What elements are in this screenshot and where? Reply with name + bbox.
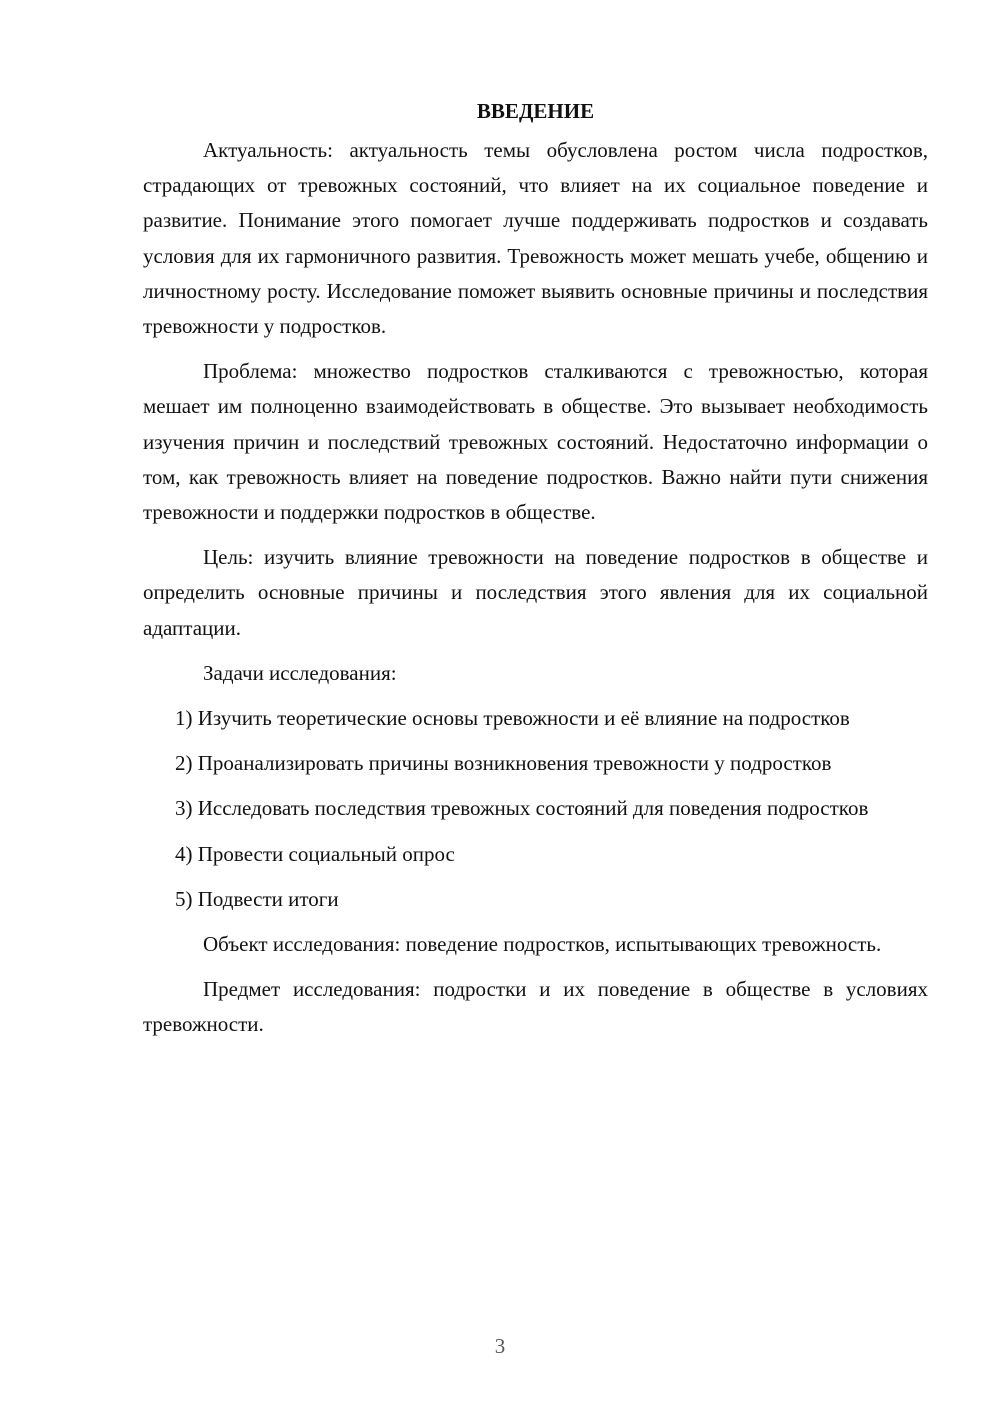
problem-paragraph: Проблема: множество подростков сталкиваются с тревожностью, которая мешает им полноценно взаимодействовать в обществе. Это вызывает необходимость изучения причин и последствий тревожных состояний. Недостаточно информации о том, как тревожность влияет на поведение подростков. Важно найти пути снижения тревожности и поддержки подростков в обществе. xyxy=(143,359,928,525)
tasks-intro: Задачи исследования: xyxy=(203,660,397,685)
task-item: 3) Исследовать последствия тревожных состояний для поведения подростков xyxy=(175,796,869,821)
page-number: 3 xyxy=(494,1334,506,1358)
relevance-paragraph: Актуальность: актуальность темы обусловлена ростом числа подростков, страдающих от тревожных состояний, что влияет на их социальное поведение и развитие. Понимание этого помогает лучше поддерживать подростков и создавать условия для их гармоничного развития. Тревожность может мешать учебе, общению и личностному росту. Исследование поможет выявить основные причины и последствия тревожности у подростков. xyxy=(143,138,928,339)
goal-paragraph: Цель: изучить влияние тревожности на поведение подростков в обществе и определить основные причины и последствия этого явления для их социальной адаптации. xyxy=(143,545,928,640)
task-item: 1) Изучить теоретические основы тревожности и её влияние на подростков xyxy=(175,706,850,731)
tasks-list xyxy=(143,701,928,917)
subject-paragraph: Предмет исследования: подростки и их поведение в обществе в условиях тревожности. xyxy=(143,977,928,1037)
task-item: 4) Провести социальный опрос xyxy=(175,841,455,866)
object-paragraph: Объект исследования: поведение подростков, испытывающих тревожность. xyxy=(203,932,882,957)
task-item: 2) Проанализировать причины возникновения тревожности у подростков xyxy=(175,751,832,776)
document-page xyxy=(143,94,928,1053)
section-heading: ВВЕДЕНИЕ xyxy=(476,99,595,123)
task-item: 5) Подвести итоги xyxy=(175,886,339,911)
